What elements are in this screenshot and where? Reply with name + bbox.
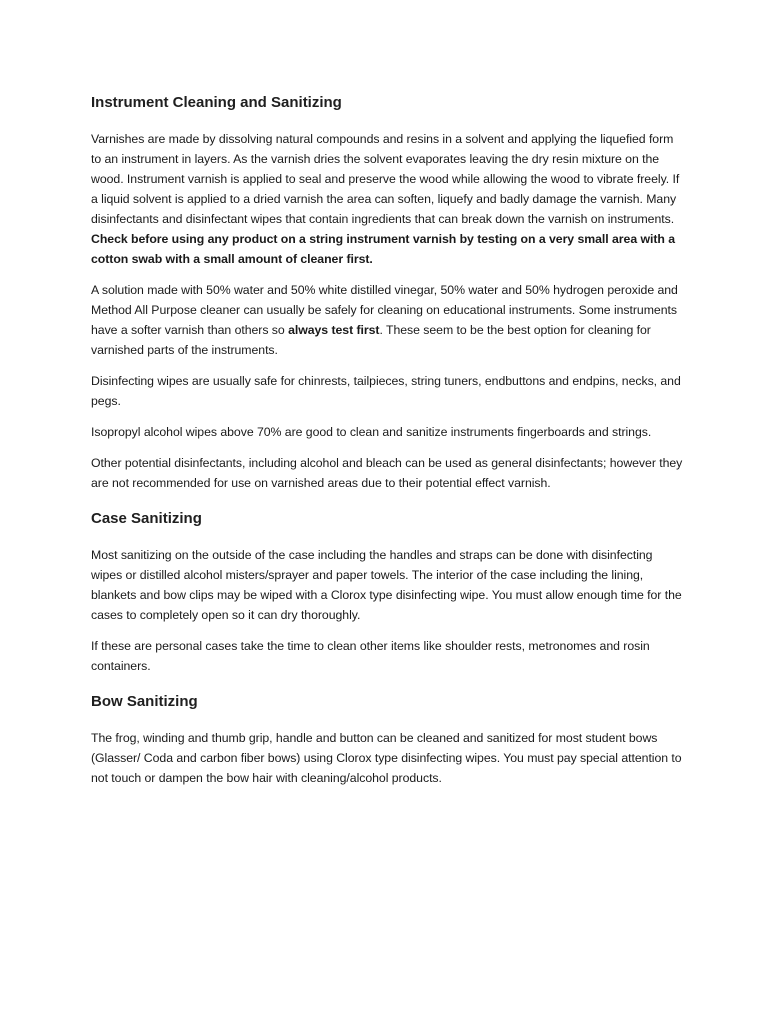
paragraph-other-disinfectants <box>91 453 683 493</box>
paragraph-cleaning-solution <box>91 280 683 360</box>
paragraph-bold-text: always test first <box>288 323 380 337</box>
paragraph-text: . These seem to be the best option for cleaning for varnished parts of the instruments. <box>91 323 651 357</box>
section-heading-bow-sanitizing: Bow Sanitizing <box>91 693 198 710</box>
paragraph-isopropyl-alcohol <box>91 422 683 442</box>
paragraph-bow-cleaning <box>91 728 683 788</box>
document-page <box>91 93 683 799</box>
paragraph-varnish-intro <box>91 129 683 269</box>
paragraph-text: Other potential disinfectants, including alcohol and bleach can be used as general disinfectants; however they are not recommended for use on varnished areas due to their potential effect varnish. <box>91 456 683 490</box>
paragraph-personal-cases <box>91 636 683 676</box>
section-heading-case-sanitizing: Case Sanitizing <box>91 510 202 527</box>
paragraph-text: The frog, winding and thumb grip, handle and button can be cleaned and sanitized for most student bows (Glasser/ Coda and carbon fiber bows) using Clorox type disinfecting wipes. You must pay special attention to not touch or dampen the bow hair with cleaning/alcohol products. <box>91 731 682 785</box>
paragraph-text: If these are personal cases take the time to clean other items like shoulder rests, metronomes and rosin containers. <box>91 639 650 673</box>
paragraph-disinfecting-wipes <box>91 371 683 411</box>
paragraph-bold-text: Check before using any product on a string instrument varnish by testing on a very small area with a cotton swab with a small amount of cleaner first. <box>91 232 676 266</box>
paragraph-text: A solution made with 50% water and 50% white distilled vinegar, 50% water and 50% hydrogen peroxide and Method All Purpose cleaner can usually be safely for cleaning on educational instruments. Some instruments have a softer varnish than others so <box>91 283 678 337</box>
paragraph-case-outside <box>91 545 683 625</box>
paragraph-text: Isopropyl alcohol wipes above 70% are good to clean and sanitize instruments fingerboards and strings. <box>91 425 652 439</box>
paragraph-text: Disinfecting wipes are usually safe for chinrests, tailpieces, string tuners, endbuttons and endpins, necks, and pegs. <box>91 374 681 408</box>
paragraph-text: Varnishes are made by dissolving natural compounds and resins in a solvent and applying the liquefied form to an instrument in layers. As the varnish dries the solvent evaporates leaving the dry resin mixture on the wood. Instrument varnish is applied to seal and preserve the wood while allowing the wood to vibrate freely. If a liquid solvent is applied to a dried varnish the area can soften, liquefy and badly damage the varnish. Many disinfectants and disinfectant wipes that contain ingredients that can break down the varnish on instruments. <box>91 132 680 226</box>
paragraph-text: Most sanitizing on the outside of the case including the handles and straps can be done with disinfecting wipes or distilled alcohol misters/sprayer and paper towels. The interior of the case including the lining, blankets and bow clips may be wiped with a Clorox type disinfecting wipe. You must allow enough time for the cases to completely open so it can dry thoroughly. <box>91 548 682 622</box>
section-heading-instrument-cleaning: Instrument Cleaning and Sanitizing <box>91 94 342 111</box>
